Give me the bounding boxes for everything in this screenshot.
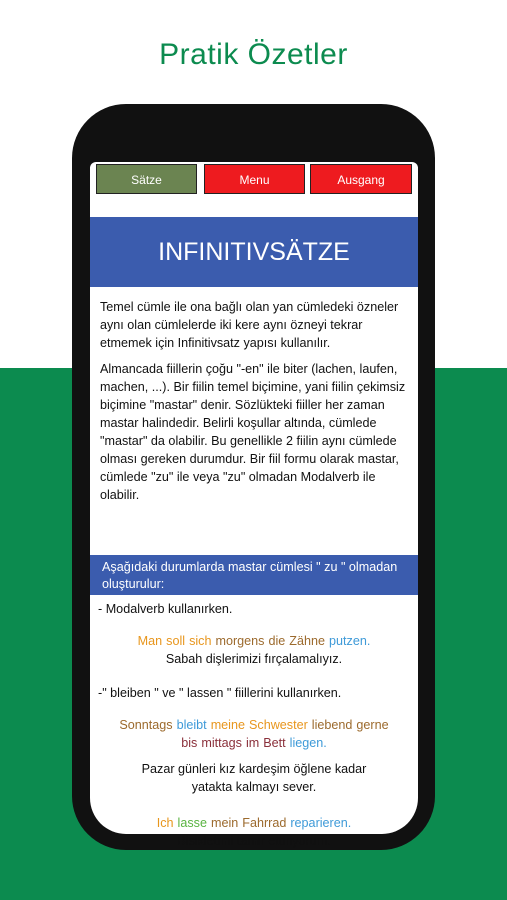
nav-bar [90, 162, 418, 198]
example-3-german [90, 814, 418, 832]
example-word: gerne [356, 718, 389, 732]
satze-button[interactable]: Sätze [96, 164, 197, 194]
rule-bleiben-lassen: -" bleiben " ve " lassen " fiillerini kullanırken. [98, 686, 342, 700]
example-2-translation-line-1: Pazar günleri kız kardeşim öğlene kadar [141, 762, 367, 776]
example-word: die [268, 634, 286, 648]
example-word: sich [189, 634, 212, 648]
example-word: lasse [177, 816, 207, 830]
example-1-translation: Sabah dişlerimizi fırçalamalıyız. [165, 652, 343, 666]
example-word: liegen. [289, 736, 327, 750]
example-word: Sonntags [119, 718, 173, 732]
example-word: liebend [311, 718, 353, 732]
example-word: Bett [263, 736, 286, 750]
example-word: Man [137, 634, 163, 648]
section-subheading: Aşağıdaki durumlarda mastar cümlesi " zu " olmadan oluşturulur: [90, 555, 418, 595]
example-word: meine [210, 718, 245, 732]
example-word: bis [181, 736, 198, 750]
example-word: morgens [215, 634, 265, 648]
example-word: reparieren. [290, 816, 352, 830]
intro-text [100, 298, 412, 512]
example-word: Fahrrad [242, 816, 287, 830]
example-word: Zähne [289, 634, 326, 648]
example-word: bleibt [176, 718, 207, 732]
example-2-translation-line-2: yatakta kalmayı sever. [191, 780, 317, 794]
promo-title: Pratik Özetler [159, 38, 348, 71]
example-2-german-line-2 [90, 734, 418, 752]
example-1-german [90, 632, 418, 650]
example-3-translation: Bisikletimi tamir ettiriyorum. [177, 834, 331, 848]
examples-section [90, 600, 418, 850]
example-word: putzen. [329, 634, 371, 648]
phone-screen [90, 162, 418, 848]
menu-button[interactable]: Menu [204, 164, 305, 194]
example-word: soll [166, 634, 186, 648]
example-word: mein [210, 816, 239, 830]
ausgang-button[interactable]: Ausgang [310, 164, 412, 194]
rule-modalverb: - Modalverb kullanırken. [98, 602, 233, 616]
example-word: Ich [156, 816, 174, 830]
example-word: im [245, 736, 260, 750]
example-2-german-line-1 [90, 716, 418, 734]
intro-paragraph-2: Almancada fiillerin çoğu "-en" ile biter (lachen, laufen, machen, ...). Bir fiilin temel biçimine, yani fiilin çekimsiz biçimine "mastar" denir. Sözlükteki fiiller her zaman mastar halindedir. Belirli koşullar altında, cümlede "mastar" da olabilir. Bu genellikle 2 fiilin aynı cümlede olması gereken durumdur. Bir fiil formu olarak mastar, cümlede "zu" ile veya "zu" olmadan Modalverb ile olabilir. [100, 362, 406, 502]
page-title: INFINITIVSÄTZE [90, 217, 418, 287]
example-word: Schwester [249, 718, 308, 732]
example-word: mittags [201, 736, 242, 750]
intro-paragraph-1: Temel cümle ile ona bağlı olan yan cümledeki özneler aynı olan cümlelerde iki kere aynı özneyi tekrar etmemek için Infinitivsatz yapısı kullanılır. [100, 300, 399, 350]
